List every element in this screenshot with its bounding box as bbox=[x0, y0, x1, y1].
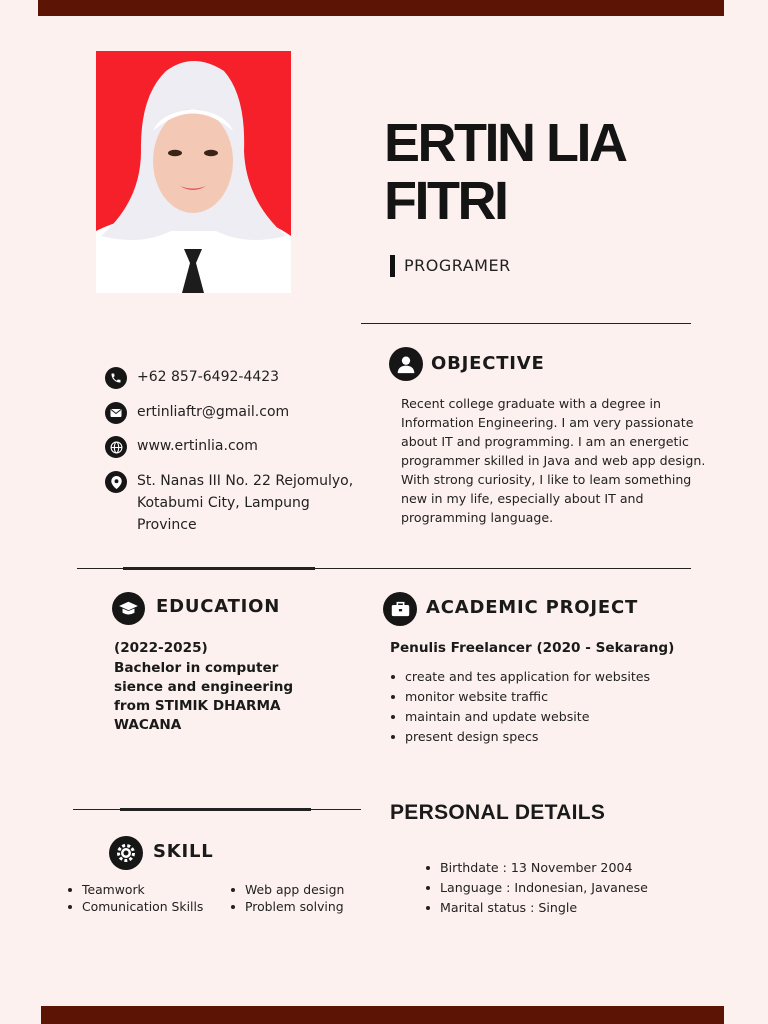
list-item: Teamwork bbox=[67, 881, 203, 898]
list-item: maintain and update website bbox=[390, 707, 650, 727]
objective-title: OBJECTIVE bbox=[431, 353, 545, 374]
job-title: PROGRAMER bbox=[404, 256, 511, 275]
profile-photo bbox=[96, 51, 291, 293]
list-item: monitor website traffic bbox=[390, 687, 650, 707]
website-link[interactable]: www.ertinlia.com bbox=[137, 438, 258, 454]
education-degree: Bachelor in computer sience and engineering from STIMIK DHARMA WACANA bbox=[114, 660, 294, 733]
bottom-accent-bar bbox=[41, 1006, 724, 1024]
education-period: (2022-2025) bbox=[114, 640, 208, 656]
location-pin-icon bbox=[105, 471, 127, 493]
graduation-cap-icon bbox=[112, 592, 145, 625]
list-item: Comunication Skills bbox=[67, 898, 203, 915]
divider-header bbox=[361, 323, 691, 324]
list-item: Marital status : Single bbox=[425, 898, 648, 918]
email-address[interactable]: ertinliaftr@gmail.com bbox=[137, 404, 290, 420]
education-title: EDUCATION bbox=[156, 596, 281, 617]
email-icon bbox=[105, 402, 127, 424]
skill-list-2 bbox=[230, 881, 344, 915]
user-icon bbox=[389, 347, 423, 381]
skill-list-1 bbox=[67, 881, 203, 915]
phone-icon bbox=[105, 367, 127, 389]
skill-title: SKILL bbox=[153, 841, 214, 862]
full-name: ERTIN LIA FITRI bbox=[384, 113, 624, 231]
project-list bbox=[390, 667, 650, 747]
list-item: Birthdate : 13 November 2004 bbox=[425, 858, 648, 878]
list-item: Web app design bbox=[230, 881, 344, 898]
project-title: ACADEMIC PROJECT bbox=[426, 597, 639, 618]
home-address: St. Nanas III No. 22 Rejomulyo, Kotabumi City, Lampung Province bbox=[137, 473, 354, 533]
globe-icon bbox=[105, 436, 127, 458]
project-subtitle: Penulis Freelancer (2020 - Sekarang) bbox=[390, 640, 675, 656]
list-item: present design specs bbox=[390, 727, 650, 747]
list-item: Language : Indonesian, Javanese bbox=[425, 878, 648, 898]
divider-accent-lower bbox=[120, 808, 311, 811]
list-item: Problem solving bbox=[230, 898, 344, 915]
gear-icon bbox=[109, 836, 143, 870]
divider-accent-left bbox=[123, 567, 315, 570]
objective-text: Recent college graduate with a degree in Information Engineering. I am very passionate about IT and programming. I am an energetic programmer skilled in Java and web app design. With strong curiosity, I like to leam something new in my life, especially about IT and programming language. bbox=[401, 396, 706, 525]
list-item: create and tes application for websites bbox=[390, 667, 650, 687]
role-marker bbox=[390, 255, 395, 277]
top-accent-bar bbox=[38, 0, 724, 16]
personal-details-title: PERSONAL DETAILS bbox=[390, 801, 606, 824]
briefcase-icon bbox=[383, 592, 417, 626]
phone-number: +62 857-6492-4423 bbox=[137, 369, 280, 385]
personal-details-list bbox=[425, 858, 648, 918]
